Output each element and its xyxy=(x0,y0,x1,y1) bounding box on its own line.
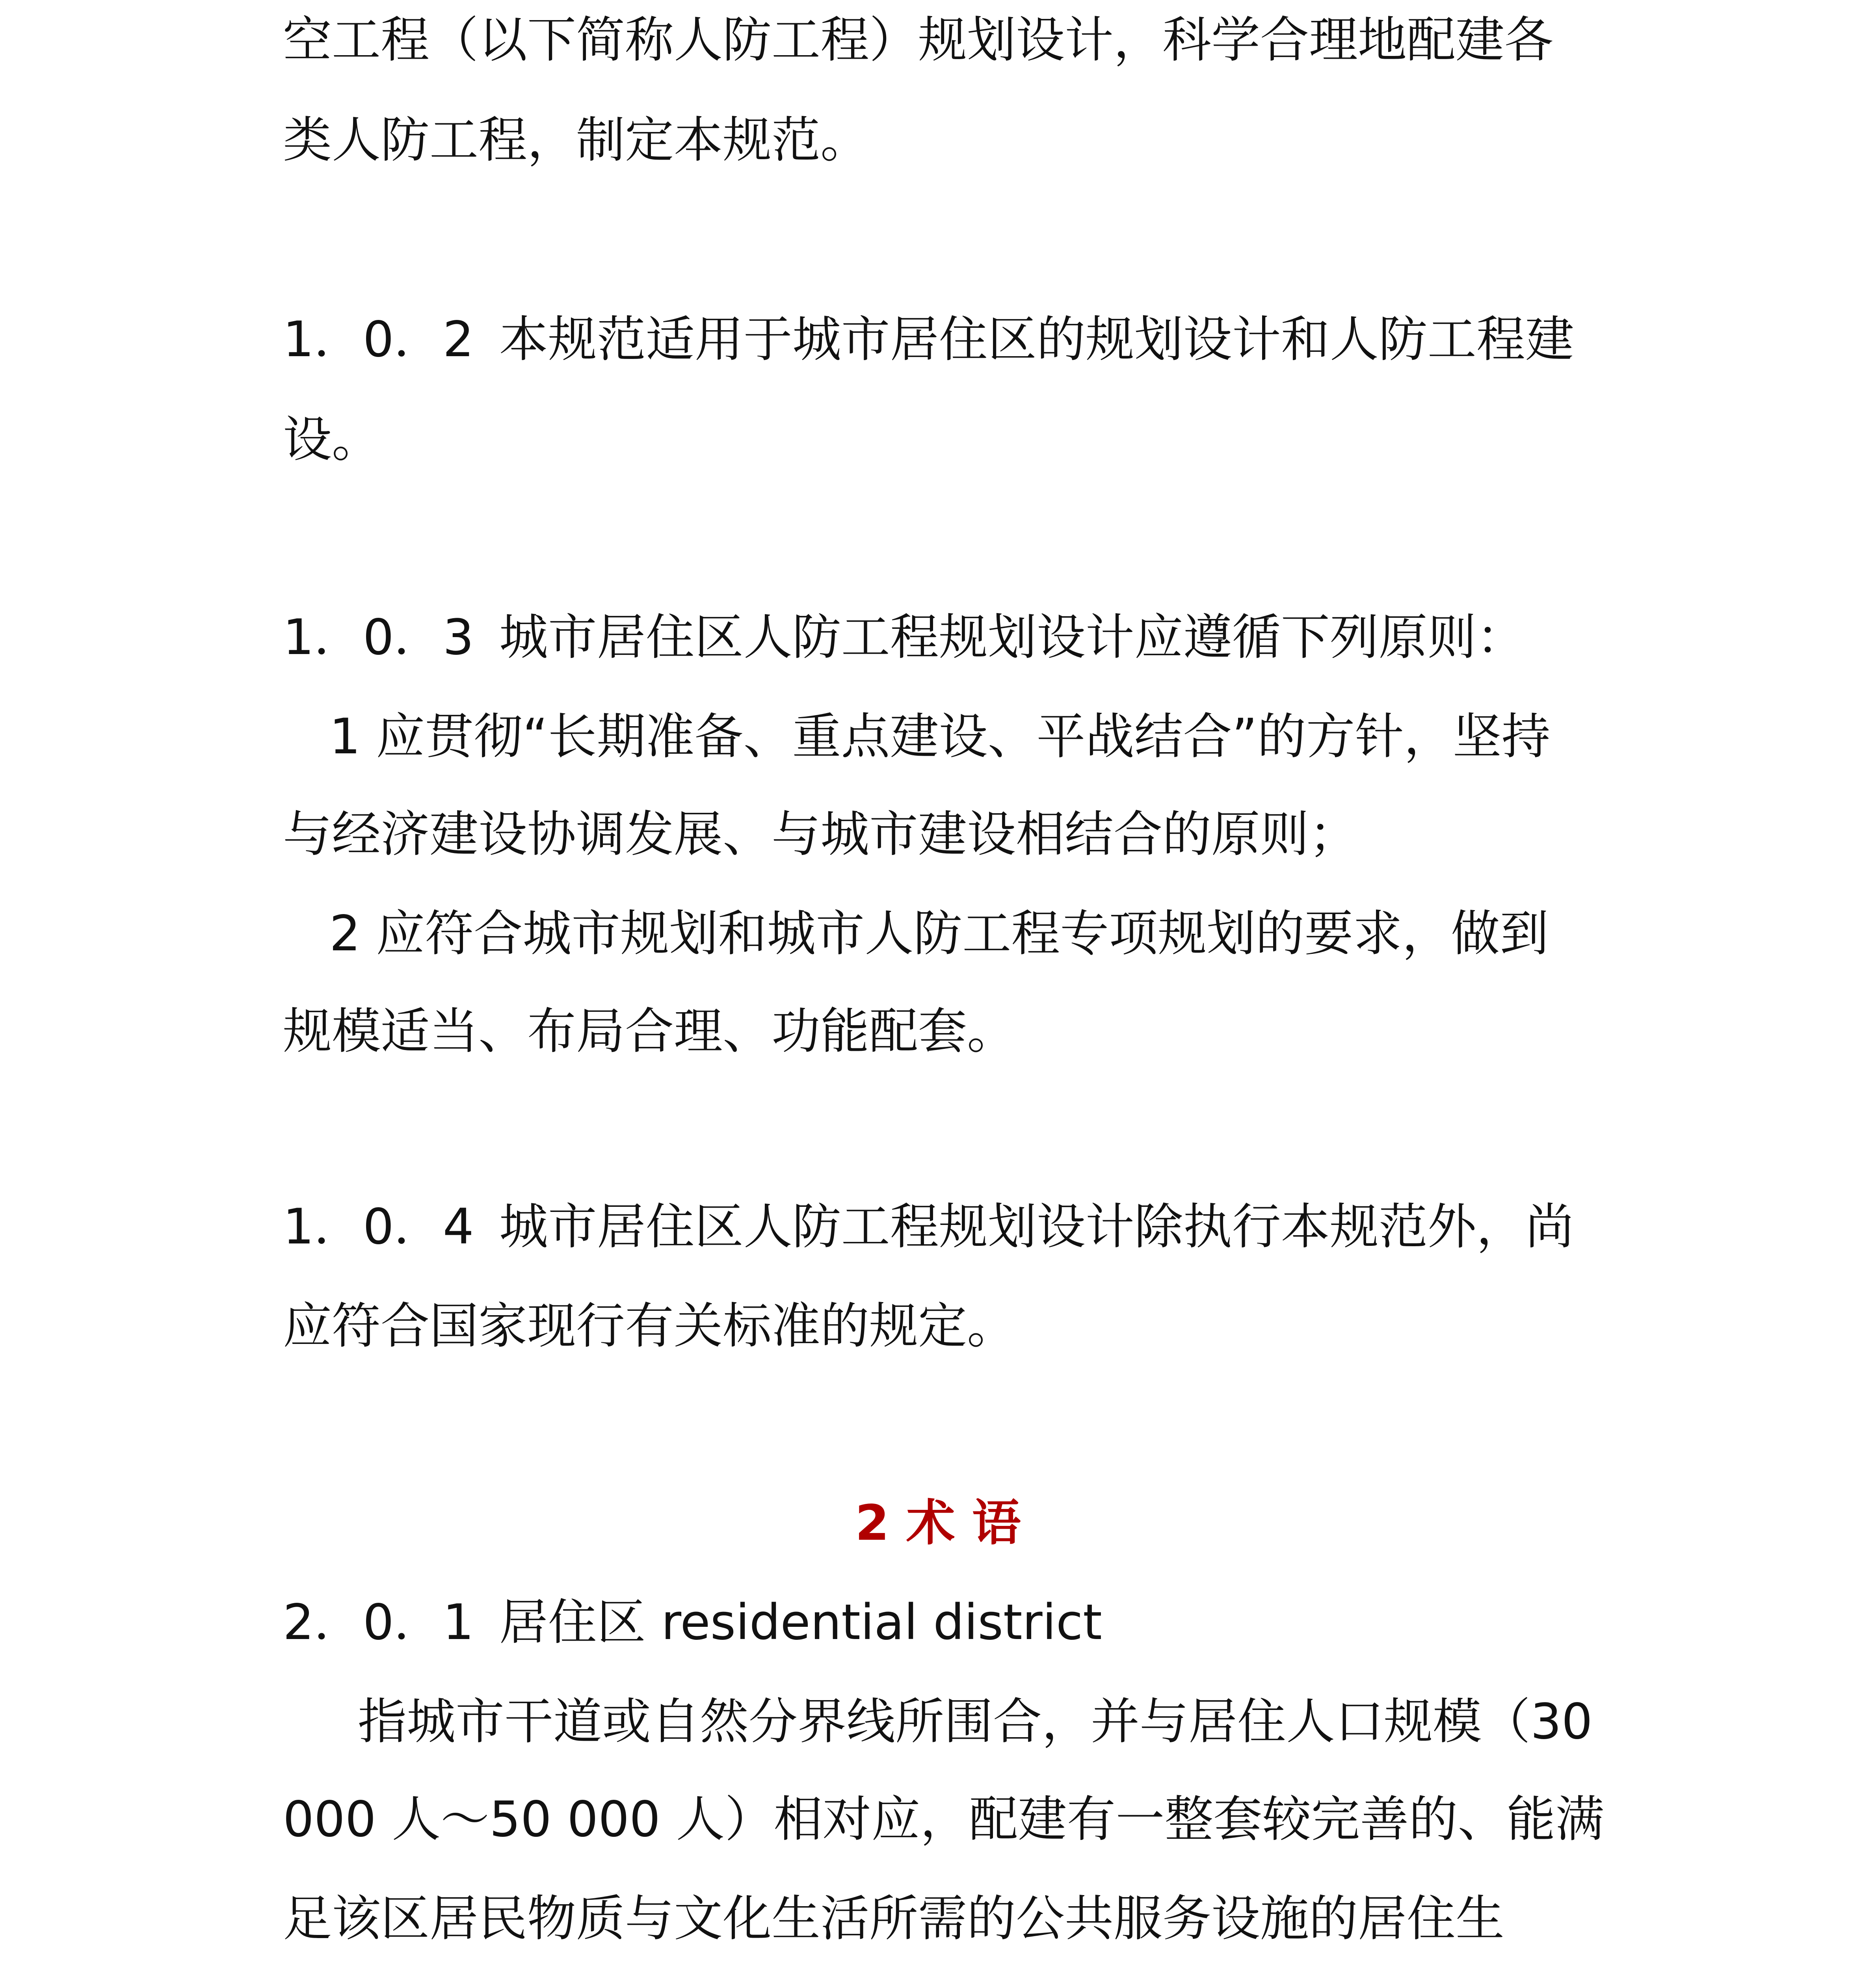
text-line: 应符合国家现行有关标准的规定。 xyxy=(283,1298,1016,1355)
list-item-2: 2 应符合城市规划和城市人防工程专项规划的要求，做到 xyxy=(329,905,1549,962)
clause-text: 城市居住区人防工程规划设计除执行本规范外，尚 xyxy=(499,1199,1574,1255)
text-line: 空工程（以下简称人防工程）规划设计，科学合理地配建各 xyxy=(283,12,1554,69)
clause-text: 城市居住区人防工程规划设计应遵循下列原则： xyxy=(499,609,1525,666)
list-item-1: 1 应贯彻“长期准备、重点建设、平战结合”的方针，坚持 xyxy=(329,708,1551,765)
text-line: 规模适当、布局合理、功能配套。 xyxy=(283,1003,1016,1060)
definition-line: 指城市干道或自然分界线所围合，并与居住人口规模（30 xyxy=(358,1693,1593,1750)
text-line xyxy=(283,311,1574,368)
text-line: 设。 xyxy=(283,411,381,468)
definition-line: 足该区居民物质与文化生活所需的公共服务设施的居住生 xyxy=(283,1890,1505,1947)
definition-line: 000 人～50 000 人）相对应，配建有一整套较完善的、能满 xyxy=(283,1791,1605,1848)
term-name: 居住区 residential district xyxy=(499,1594,1102,1651)
term-title xyxy=(283,1594,1102,1651)
text-line xyxy=(283,609,1525,666)
text-line: 与经济建设协调发展、与城市建设相结合的原则； xyxy=(283,806,1358,863)
text-line: 类人防工程，制定本规范。 xyxy=(283,112,870,169)
clause-number: 2．0．1 xyxy=(283,1594,474,1651)
clause-number: 1．0．4 xyxy=(283,1199,474,1255)
text-line xyxy=(283,1199,1574,1255)
clause-number: 1．0．3 xyxy=(283,609,474,666)
clause-text: 本规范适用于城市居住区的规划设计和人防工程建 xyxy=(499,311,1574,368)
section-heading: 2 术 语 xyxy=(855,1495,1021,1552)
clause-number: 1．0．2 xyxy=(283,311,474,368)
